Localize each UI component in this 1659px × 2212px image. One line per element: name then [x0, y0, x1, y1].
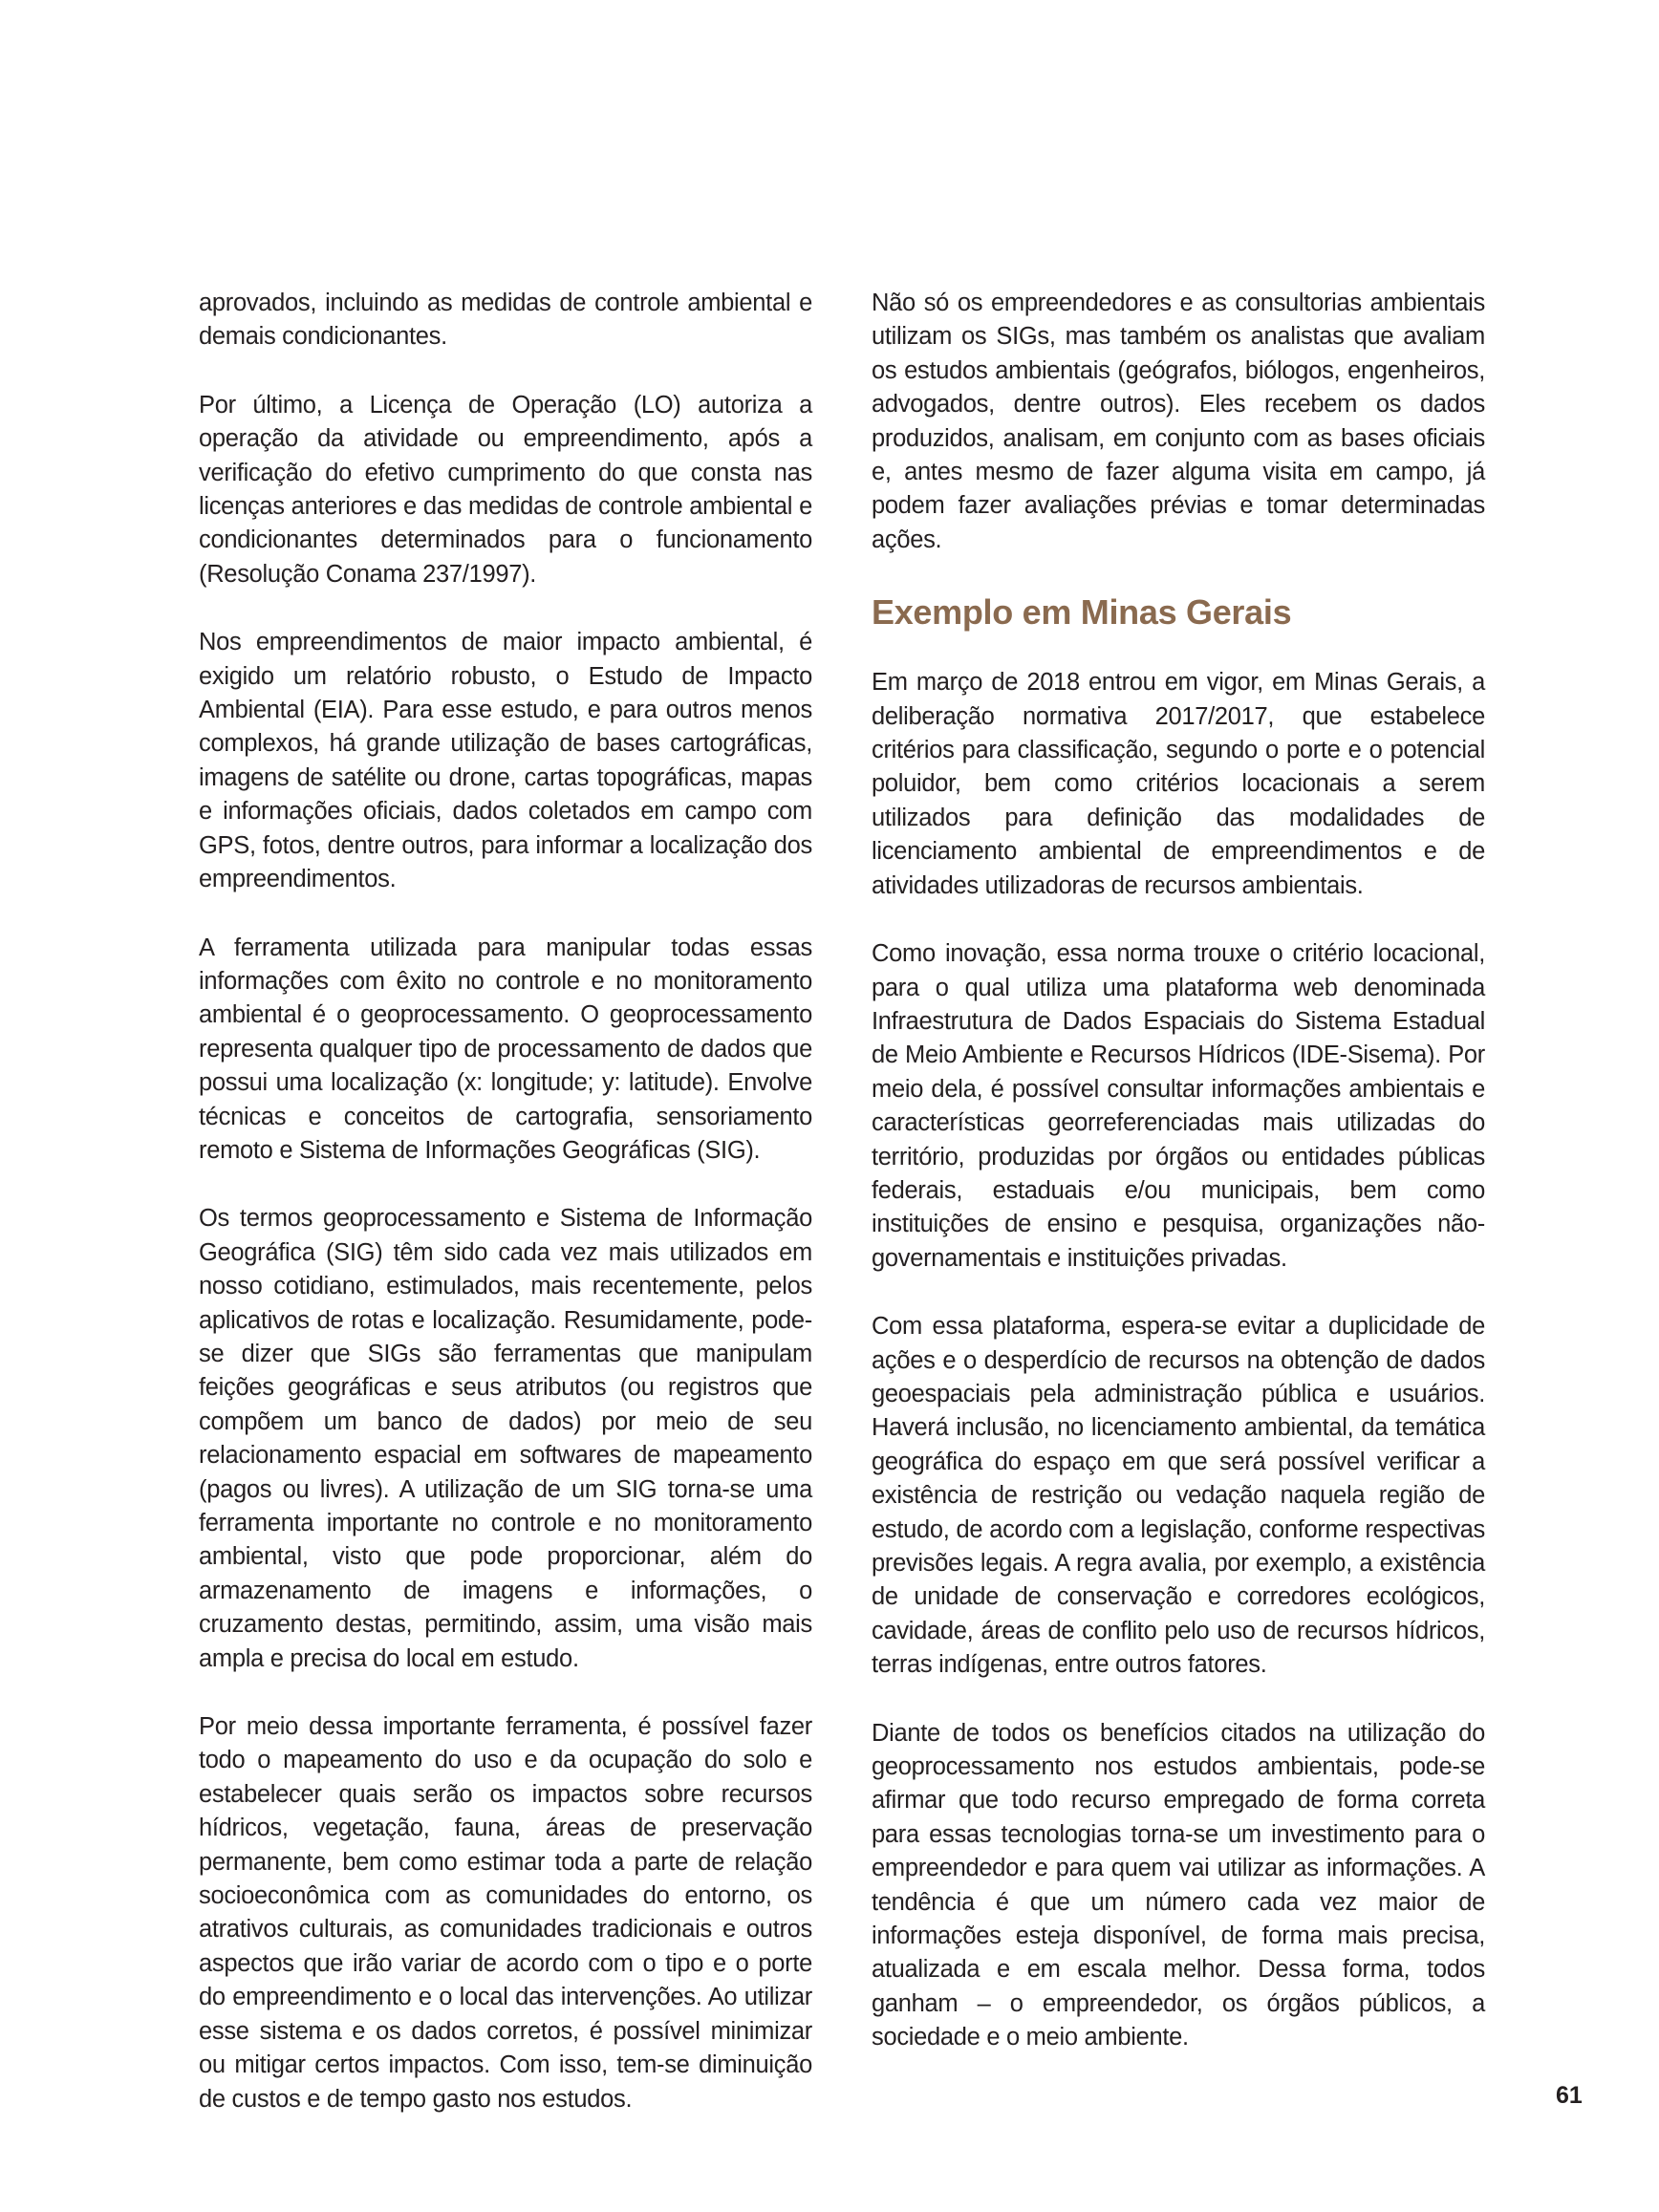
paragraph: Por último, a Licença de Operação (LO) autoriza a operação da atividade ou empreendimento, após a verificação do efetivo cumprimento do que consta nas licenças anteriores e das medidas de controle ambiental e condicionantes determinados para o funcionamento (Resolução Conama 237/1997). [199, 391, 812, 588]
paragraph: Em março de 2018 entrou em vigor, em Minas Gerais, a deliberação normativa 2017/2017, que estabelece critérios para classificação, segundo o porte e o potencial poluidor, bem como critérios locacionais a serem utilizados para definição das modalidades de licenciamento ambiental de empreendimentos e de atividades utilizadoras de recursos ambientais. [872, 669, 1485, 899]
paragraph: Por meio dessa importante ferramenta, é possível fazer todo o mapeamento do uso e da ocupação do solo e estabelecer quais serão os impactos sobre recursos hídricos, vegetação, fauna, áreas de preservação permanente, bem como estimar toda a parte de relação socioeconômica com as comunidades do entorno, os atrativos culturais, as comunidades tradicionais e outros aspectos que irão variar de acordo com o tipo e o porte do empreendimento e o local das intervenções. Ao utilizar esse sistema e os dados corretos, é possível minimizar ou mitigar certos impactos. Com isso, tem-se diminuição de custos e de tempo gasto nos estudos. [199, 1713, 812, 2113]
paragraph: A ferramenta utilizada para manipular todas essas informações com êxito no controle e no monitoramento ambiental é o geoprocessamento. O geoprocessamento representa qualquer tipo de processamento de dados que possui uma localização (x: longitude; y: latitude). Envolve técnicas e conceitos de cartografia, sensoriamento remoto e Sistema de Informações Geográficas (SIG). [199, 934, 812, 1164]
paragraph: Os termos geoprocessamento e Sistema de Informação Geográfica (SIG) têm sido cada vez mais utilizados em nosso cotidiano, estimulados, mais recentemente, pelos aplicativos de rotas e localização. Resumidamente, pode-se dizer que SIGs são ferramentas que manipulam feições geográficas e seus atributos (ou registros que compõem um banco de dados) por meio de seu relacionamento espacial em softwares de mapeamento (pagos ou livres). A utilização de um SIG torna-se uma ferramenta importante no controle e no monitoramento ambiental, visto que pode proporcionar, além do armazenamento de imagens e informações, o cruzamento destas, permitindo, assim, uma visão mais ampla e precisa do local em estudo. [199, 1205, 812, 1672]
paragraph: aprovados, incluindo as medidas de controle ambiental e demais condicionantes. [199, 290, 812, 351]
paragraph: Nos empreendimentos de maior impacto ambiental, é exigido um relatório robusto, o Estudo de Impacto Ambiental (EIA). Para esse estudo, e para outros menos complexos, há grande utilização de bases cartográficas, imagens de satélite ou drone, cartas topográficas, mapas e informações oficiais, dados coletados em campo com GPS, fotos, dentre outros, para informar a localização dos empreendimentos. [199, 629, 812, 893]
page-number: 61 [1556, 2082, 1583, 2109]
paragraph: Diante de todos os benefícios citados na utilização do geoprocessamento nos estudos ambientais, pode-se afirmar que todo recurso empregado de forma correta para essas tecnologias torna-se um investimento para o empreendedor e para quem vai utilizar as informações. A tendência é que um número cada vez maior de informações esteja disponível, de forma mais precisa, atualizada e em escala melhor. Dessa forma, todos ganham – o empreendedor, os órgãos públicos, a sociedade e o meio ambiente. [872, 1719, 1485, 2051]
section-heading: Exemplo em Minas Gerais [872, 592, 1292, 633]
paragraph: Como inovação, essa norma trouxe o critério locacional, para o qual utiliza uma plataforma web denominada Infraestrutura de Dados Espaciais do Sistema Estadual de Meio Ambiente e Recursos Hídricos (IDE-Sisema). Por meio dela, é possível consultar informações ambientais e características georreferenciadas mais utilizadas do território, produzidas por órgãos ou entidades públicas federais, estaduais e/ou municipais, bem como instituições de ensino e pesquisa, organizações não-governamentais e instituições privadas. [872, 940, 1485, 1272]
right-column [872, 287, 1485, 2090]
paragraph: Com essa plataforma, espera-se evitar a duplicidade de ações e o desperdício de recursos na obtenção de dados geoespaciais pela administração pública e usuários. Haverá inclusão, no licenciamento ambiental, da temática geográfica do espaço em que será possível verificar a existência de restrição ou vedação naquela região de estudo, de acordo com a legislação, conforme respectivas previsões legais. A regra avalia, por exemplo, a existência de unidade de conservação e corredores ecológicos, cavidade, áreas de conflito pelo uso de recursos hídricos, terras indígenas, entre outros fatores. [872, 1313, 1485, 1679]
left-column [199, 287, 812, 2151]
paragraph: Não só os empreendedores e as consultorias ambientais utilizam os SIGs, mas também os analistas que avaliam os estudos ambientais (geógrafos, biólogos, engenheiros, advogados, dentre outros). Eles recebem os dados produzidos, analisam, em conjunto com as bases oficiais e, antes mesmo de fazer alguma visita em campo, já podem fazer avaliações prévias e tomar determinadas ações. [872, 290, 1485, 553]
